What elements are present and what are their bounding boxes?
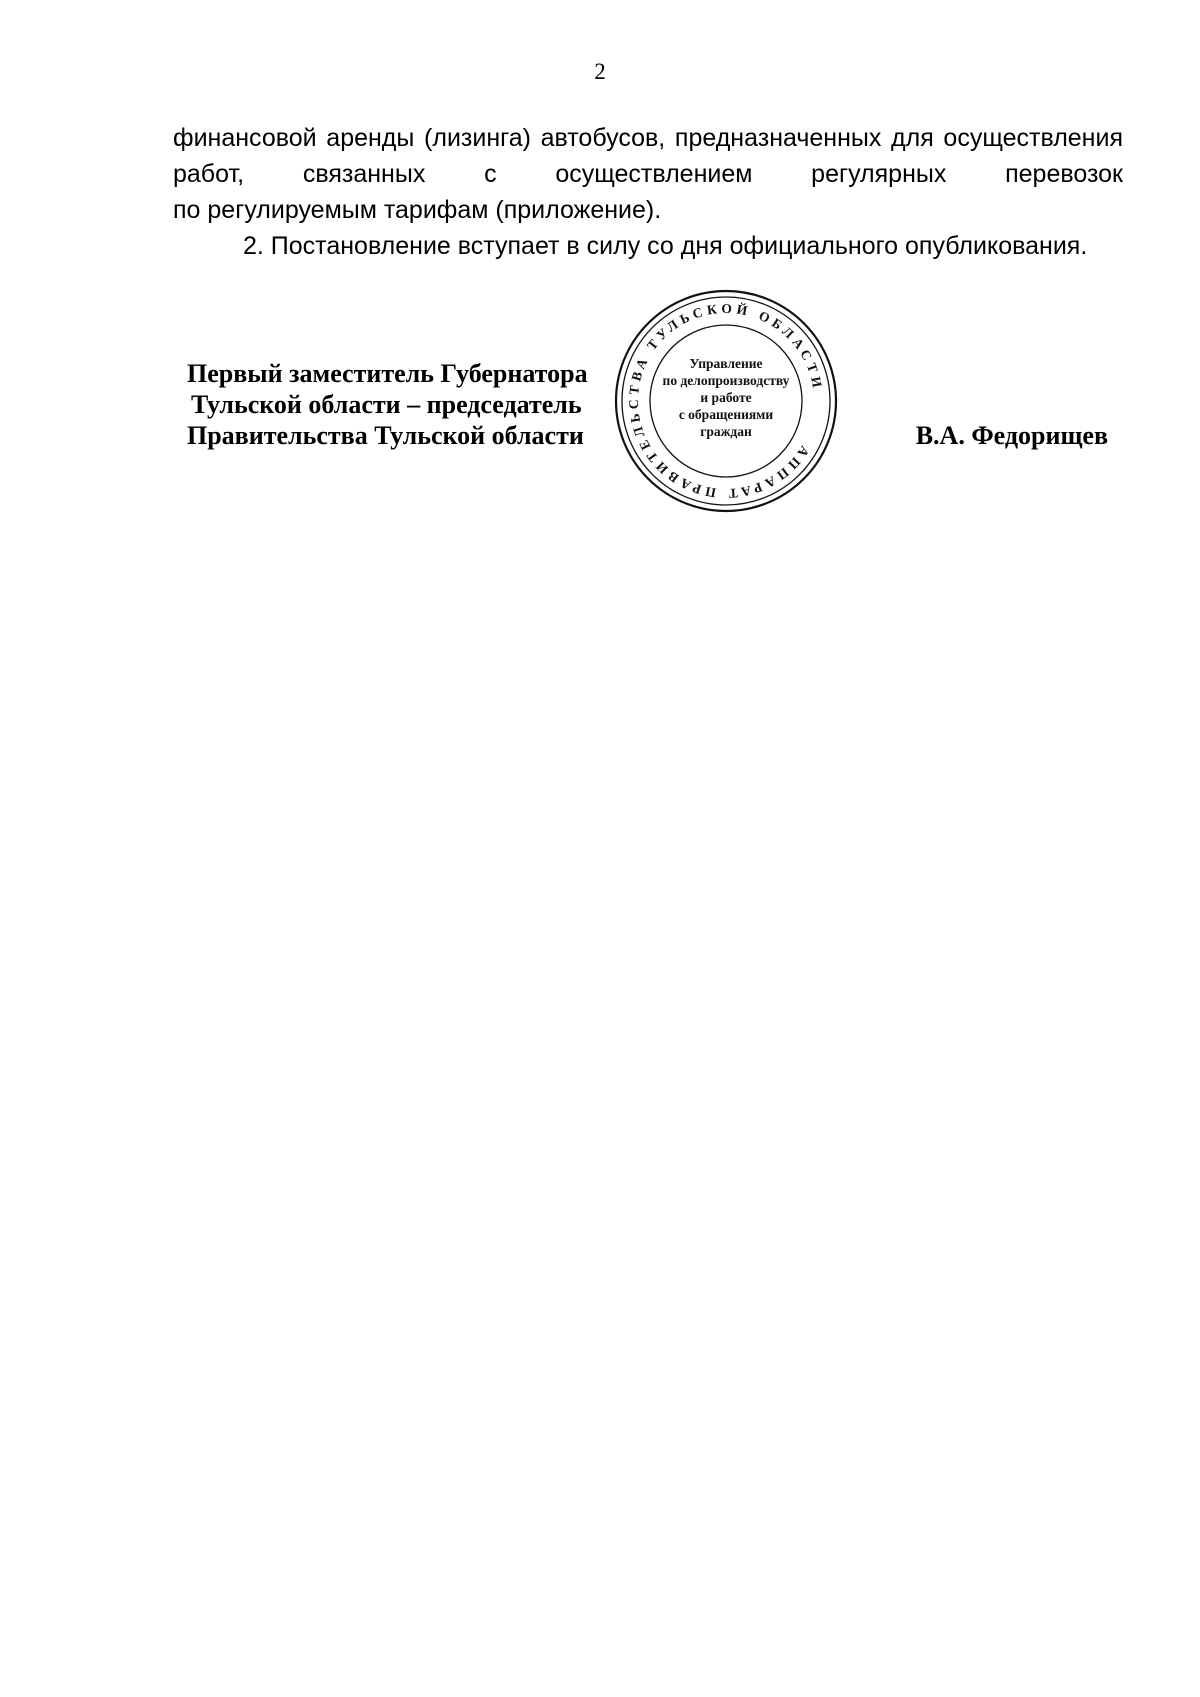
signer-title [187,358,588,451]
official-seal-stamp [613,288,839,514]
stamp-center-line: граждан [700,424,752,439]
body-paragraph-2: 2. Постановление вступает в силу со дня официального опубликования. [243,232,1088,260]
stamp-center-line: с обращениями [678,407,774,422]
stamp-center-line: Управление [689,356,763,371]
body-paragraph-1 [173,120,1123,228]
stamp-center-line: и работе [700,390,752,405]
page-number: 2 [594,59,606,84]
body-line: работ, связанных с осуществлением регулярных перевозок [173,160,1123,188]
signer-title-line: Правительства Тульской области [187,421,584,450]
stamp-center-line: по делопроизводству [662,373,790,388]
body-line: финансовой аренды (лизинга) автобусов, предназначенных для осуществления [173,124,1123,152]
signer-name: В.А. Федорищев [915,421,1108,450]
stamp-ring-text: АППАРАТ ПРАВИТЕЛЬСТВА ТУЛЬСКОЙ ОБЛАСТИ [625,300,826,502]
body-line: по регулируемым тарифам (приложение). [173,196,662,224]
signer-title-line: Первый заместитель Губернатора [187,359,588,388]
signer-title-line: Тульской области – председатель [191,390,582,419]
